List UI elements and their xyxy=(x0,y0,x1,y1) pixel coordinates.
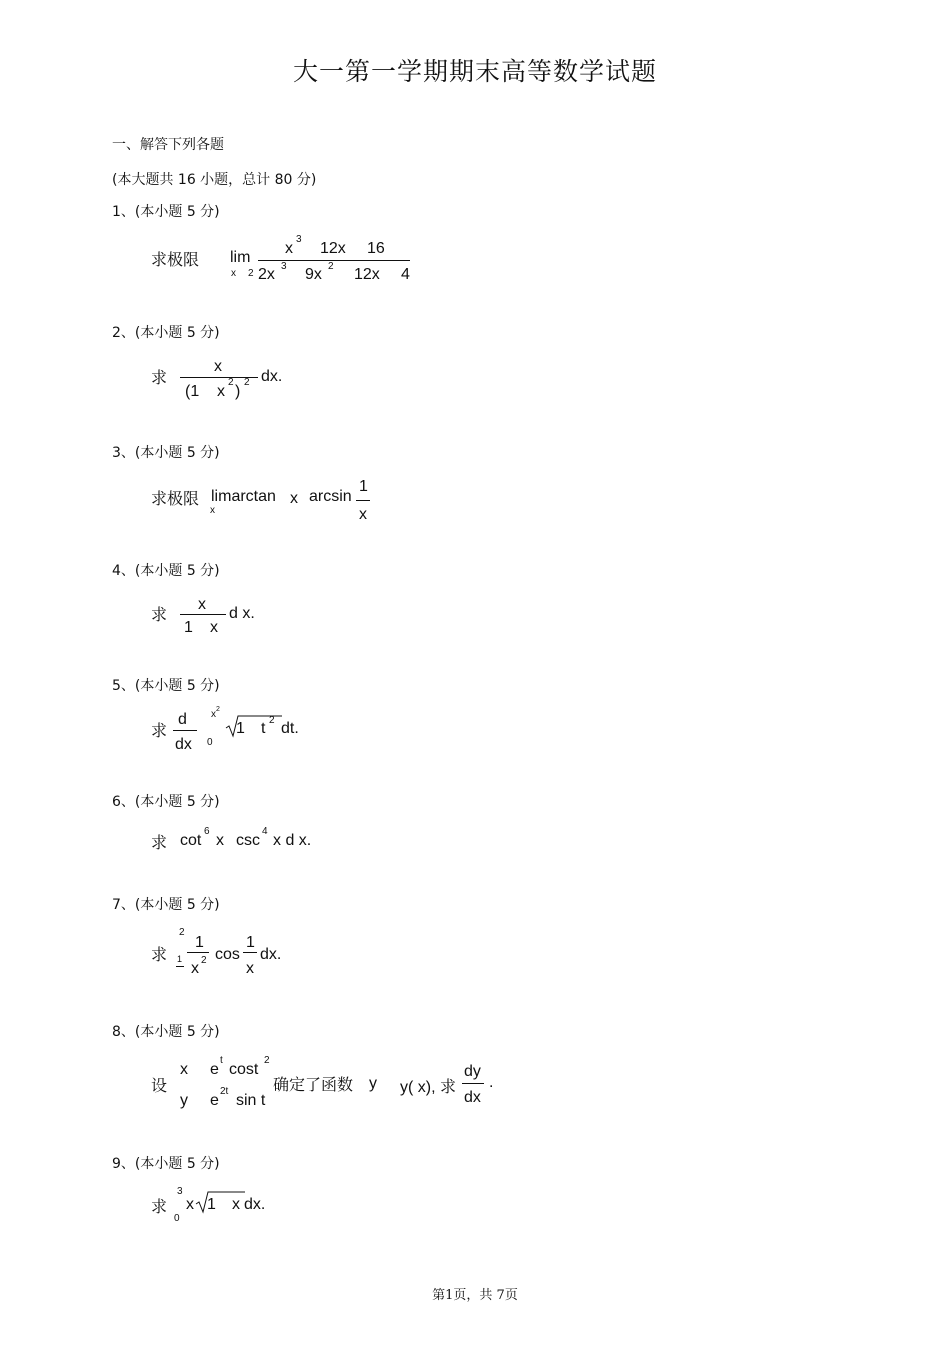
page-footer: 第1页，共 7页 xyxy=(432,1288,518,1303)
fraction-bar xyxy=(176,966,184,967)
math-token: dy xyxy=(464,1063,481,1080)
math-token: 1 xyxy=(236,720,245,737)
math-token: t xyxy=(220,1055,223,1066)
problem-header: 5、(本小题 5 分) xyxy=(112,678,220,694)
math-token: 1 xyxy=(207,1196,216,1213)
math-token: dx. xyxy=(260,946,282,963)
math-token: x d x. xyxy=(273,832,312,849)
problem-label: 求 xyxy=(151,1197,168,1216)
problem-header: 9、(本小题 5 分) xyxy=(112,1156,220,1172)
math-token: e xyxy=(210,1092,219,1109)
math-token: 3 xyxy=(296,234,302,245)
problem-label: 求极限 xyxy=(151,489,200,508)
math-token: . xyxy=(489,1074,494,1091)
math-token: x xyxy=(231,268,236,279)
math-token: 2 xyxy=(248,268,254,279)
math-token: dx. xyxy=(261,368,283,385)
math-token: cos xyxy=(215,946,240,963)
problem-header: 8、(本小题 5 分) xyxy=(112,1024,220,1040)
problem-label: 求 xyxy=(151,368,168,387)
math-token: y( x), 求 xyxy=(400,1079,456,1096)
math-token: x xyxy=(214,358,222,375)
math-token: 2 xyxy=(228,377,234,388)
math-token: x xyxy=(210,505,215,516)
math-token: 6 xyxy=(204,826,210,837)
math-token: x xyxy=(246,960,254,977)
math-token: 2 xyxy=(269,715,275,726)
fraction-bar xyxy=(243,952,257,953)
math-token: 2 xyxy=(244,377,250,388)
math-token: cost xyxy=(229,1061,259,1078)
math-token: csc xyxy=(236,832,260,849)
math-token: (1 xyxy=(185,383,200,400)
math-token: 3 xyxy=(177,1186,183,1197)
math-token: d xyxy=(178,711,187,728)
math-token: x xyxy=(180,1061,188,1078)
math-token: 16 xyxy=(367,240,385,257)
math-token: x xyxy=(186,1196,194,1213)
math-token: 12x xyxy=(354,266,380,283)
problem-label: 求 xyxy=(151,721,168,740)
math-token: 1 xyxy=(184,619,193,636)
math-token: lim xyxy=(230,249,251,266)
problem-header: 2、(本小题 5 分) xyxy=(112,325,220,341)
section-info: (本大题共 16 小题，总计 80 分) xyxy=(112,172,317,188)
math-token: limarctan xyxy=(211,488,276,505)
fraction-bar xyxy=(462,1083,484,1084)
math-token: ) xyxy=(235,383,241,400)
fraction-bar xyxy=(187,952,209,953)
math-token: x xyxy=(191,960,199,977)
problem-label: 求 xyxy=(151,945,168,964)
math-token: 9x xyxy=(305,266,322,283)
math-token: 2 xyxy=(328,261,334,272)
math-token: 2x xyxy=(258,266,275,283)
math-token: y xyxy=(369,1075,377,1092)
math-token: t xyxy=(261,720,266,737)
problem-header: 4、(本小题 5 分) xyxy=(112,563,220,579)
math-token: arcsin xyxy=(309,488,352,505)
math-token: 4 xyxy=(262,826,268,837)
math-token: 4 xyxy=(401,266,410,283)
math-token: 1 xyxy=(246,934,255,951)
math-token: 2 xyxy=(216,706,220,713)
math-token: x xyxy=(210,619,218,636)
math-token: 0 xyxy=(174,1213,180,1224)
fraction-bar xyxy=(173,730,197,731)
page-title: 大一第一学期期末高等数学试题 xyxy=(292,57,657,86)
section-heading: 一、解答下列各题 xyxy=(112,137,224,153)
math-token: x xyxy=(198,596,206,613)
math-token: 2 xyxy=(264,1055,270,1066)
fraction-bar xyxy=(356,500,370,501)
problem-label: 求 xyxy=(151,833,168,852)
math-token: sin t xyxy=(236,1092,266,1109)
math-token: cot xyxy=(180,832,202,849)
math-token: 2 xyxy=(201,955,207,966)
problem-header: 3、(本小题 5 分) xyxy=(112,445,220,461)
math-token: 1 xyxy=(177,954,183,964)
math-token: x xyxy=(211,709,216,720)
problem-header: 1、(本小题 5 分) xyxy=(112,204,220,220)
problem-label: 求 xyxy=(151,605,168,624)
problem-header: 7、(本小题 5 分) xyxy=(112,897,220,913)
math-token: 2t xyxy=(220,1086,229,1097)
math-token: dx xyxy=(175,736,192,753)
math-token: x xyxy=(217,383,225,400)
math-token: 确定了函数 xyxy=(273,1075,354,1094)
math-token: x xyxy=(290,490,298,507)
math-token: x xyxy=(359,506,367,523)
math-token: 12x xyxy=(320,240,346,257)
problem-header: 6、(本小题 5 分) xyxy=(112,794,220,810)
math-token: d x. xyxy=(229,605,255,622)
sqrt-sign-icon xyxy=(225,714,285,738)
math-token: x xyxy=(232,1196,240,1213)
math-token: 3 xyxy=(281,261,287,272)
math-token: 0 xyxy=(207,737,213,748)
math-token: dx. xyxy=(244,1196,266,1213)
math-token: y xyxy=(180,1092,188,1109)
math-token: 1 xyxy=(195,934,204,951)
math-token: dt. xyxy=(281,720,299,737)
math-token: x xyxy=(285,240,293,257)
math-token: 2 xyxy=(179,927,185,938)
fraction-bar xyxy=(180,614,226,615)
math-token: 1 xyxy=(359,478,368,495)
math-token: x xyxy=(216,832,224,849)
math-token: e xyxy=(210,1061,219,1078)
math-token: dx xyxy=(464,1089,481,1106)
problem-label: 设 xyxy=(151,1076,168,1095)
problem-label: 求极限 xyxy=(151,250,200,269)
